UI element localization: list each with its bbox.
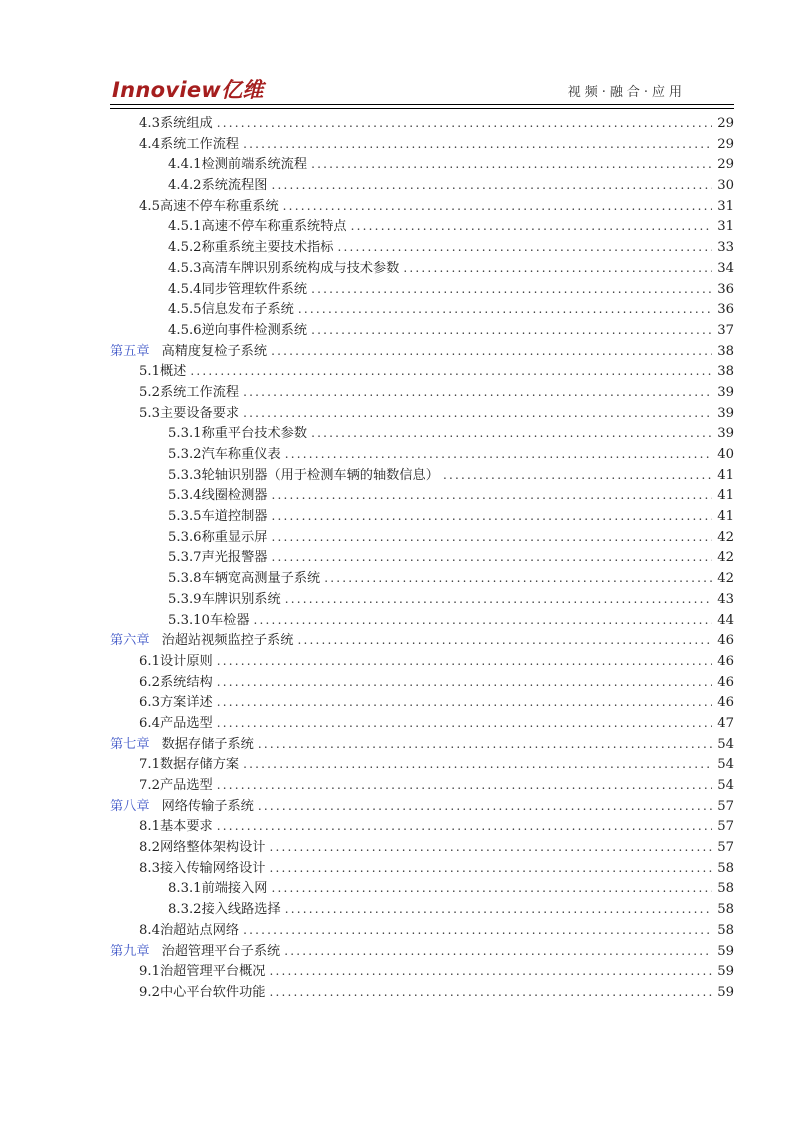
toc-entry-number: 4.3 (139, 116, 160, 131)
toc-entry-number: 8.3.1 (168, 881, 202, 897)
toc-entry[interactable] (110, 836, 734, 857)
toc-dot-leader (285, 592, 712, 606)
toc-entry-number: 6.4 (139, 715, 160, 731)
toc-entry-page: 41 (717, 509, 734, 525)
toc-entry-page: 38 (717, 364, 734, 380)
toc-entry[interactable] (110, 857, 734, 878)
toc-entry-number: 7.2 (139, 778, 160, 793)
toc-entry[interactable] (110, 919, 734, 940)
toc-entry[interactable] (110, 381, 734, 402)
toc-dot-leader (311, 323, 712, 337)
toc-dot-leader (403, 261, 712, 275)
page-header (110, 70, 734, 108)
toc-entry[interactable] (110, 733, 734, 754)
toc-entry-page: 59 (717, 943, 734, 959)
toc-entry[interactable] (110, 257, 734, 278)
toc-entry-page: 59 (717, 984, 734, 1000)
toc-dot-leader (254, 613, 712, 627)
toc-entry-title: 治超管理平台概况 (159, 964, 266, 980)
toc-entry-page: 58 (717, 860, 734, 876)
toc-entry[interactable] (110, 298, 734, 319)
toc-dot-leader (443, 468, 712, 482)
toc-entry[interactable] (110, 629, 734, 650)
toc-entry-number: 9.2 (139, 984, 160, 1000)
toc-entry-number: 8.3.2 (168, 902, 202, 918)
toc-entry-title: 逆向事件检测系统 (201, 322, 308, 338)
toc-entry-page: 58 (717, 881, 734, 897)
toc-entry[interactable] (110, 236, 734, 257)
toc-entry[interactable] (110, 319, 734, 340)
toc-entry-title: 系统工作流程 (159, 384, 240, 400)
toc-dot-leader (311, 282, 712, 296)
toc-entry-page: 46 (717, 633, 734, 649)
toc-entry-title: 车检器 (209, 612, 250, 628)
toc-dot-leader (243, 923, 712, 937)
toc-entry-title: 系统组成 (159, 116, 213, 131)
toc-entry-page: 36 (717, 281, 734, 297)
toc-entry-page: 57 (717, 840, 734, 856)
toc-entry-page: 36 (717, 302, 734, 318)
toc-dot-leader (272, 530, 713, 544)
toc-entry-title: 汽车称重仪表 (201, 447, 281, 462)
toc-dot-leader (311, 157, 712, 171)
header-rule-thick (110, 104, 734, 105)
toc-dot-leader (217, 654, 712, 668)
toc-entry-page: 42 (717, 529, 734, 545)
toc-entry-title: 同步管理软件系统 (201, 281, 308, 297)
toc-dot-leader (258, 737, 712, 751)
toc-entry[interactable] (110, 133, 734, 154)
toc-entry[interactable] (110, 981, 734, 1002)
toc-entry-number: 4.5 (139, 198, 160, 214)
toc-entry-number: 6.3 (139, 695, 160, 711)
toc-entry[interactable] (110, 753, 734, 774)
toc-entry-title: 系统结构 (159, 674, 213, 690)
toc-entry-number: 4.5.3 (168, 260, 202, 276)
toc-entry-number: 8.1 (139, 819, 160, 835)
toc-entry[interactable] (110, 691, 734, 712)
toc-entry-title: 车牌识别系统 (201, 591, 281, 607)
toc-entry-number: 5.3.5 (168, 509, 202, 525)
toc-entry[interactable] (110, 153, 734, 174)
toc-entry-page: 34 (717, 260, 734, 276)
toc-entry-page: 29 (717, 116, 734, 131)
toc-entry-number: 第七章 (110, 736, 150, 752)
toc-entry-number: 4.5.2 (168, 240, 202, 256)
toc-entry[interactable] (110, 960, 734, 981)
toc-entry[interactable] (110, 443, 734, 464)
toc-entry[interactable] (110, 588, 734, 609)
toc-entry-page: 29 (717, 136, 734, 152)
toc-entry-number: 5.1 (139, 364, 160, 380)
toc-entry-page: 58 (717, 902, 734, 918)
toc-entry[interactable] (110, 650, 734, 671)
toc-dot-leader (272, 881, 713, 895)
toc-dot-leader (217, 116, 712, 130)
brand-logo: Innoview亿维 (112, 78, 264, 102)
toc-entry[interactable] (110, 360, 734, 381)
toc-entry[interactable] (110, 174, 734, 195)
toc-dot-leader (298, 302, 712, 316)
toc-entry[interactable] (110, 195, 734, 216)
toc-entry-title: 接入线路选择 (201, 902, 281, 918)
toc-entry-page: 54 (717, 778, 734, 793)
toc-entry-title: 数据存储方案 (159, 757, 240, 773)
toc-entry-page: 46 (717, 674, 734, 690)
toc-entry-page: 40 (717, 447, 734, 462)
toc-dot-leader (217, 819, 712, 833)
toc-entry-title: 系统流程图 (201, 178, 268, 194)
toc-entry-number: 8.2 (139, 840, 160, 856)
toc-entry-title: 线圈检测器 (201, 488, 268, 504)
toc-entry-number: 第五章 (110, 343, 150, 359)
toc-entry[interactable] (110, 774, 734, 795)
toc-entry[interactable] (110, 112, 734, 133)
toc-entry-page: 39 (717, 384, 734, 400)
toc-entry[interactable] (110, 505, 734, 526)
toc-entry-number: 4.5.6 (168, 322, 202, 338)
toc-entry-title: 产品选型 (159, 715, 213, 731)
header-rule-thin (110, 108, 734, 109)
toc-dot-leader (269, 861, 712, 875)
toc-entry-number: 7.1 (139, 757, 160, 773)
toc-entry-title: 接入传输网络设计 (159, 860, 266, 876)
toc-entry-number: 8.3 (139, 860, 160, 876)
toc-entry-page: 47 (717, 715, 734, 731)
toc-entry[interactable] (110, 215, 734, 236)
toc-entry-page: 58 (717, 922, 734, 938)
toc-entry-title: 网络传输子系统 (161, 798, 254, 814)
toc-entry[interactable] (110, 526, 734, 547)
toc-entry-title: 高清车牌识别系统构成与技术参数 (201, 260, 400, 276)
toc-entry[interactable] (110, 464, 734, 485)
toc-entry-page: 42 (717, 571, 734, 587)
toc-entry-title: 高精度复检子系统 (161, 343, 268, 359)
toc-entry-page: 57 (717, 819, 734, 835)
toc-entry-title: 数据存储子系统 (161, 736, 254, 752)
toc-dot-leader (311, 426, 712, 440)
toc-entry[interactable] (110, 567, 734, 588)
toc-dot-leader (284, 944, 712, 958)
toc-entry-title: 轮轴识别器（用于检测车辆的轴数信息） (201, 467, 439, 483)
toc-dot-leader (243, 757, 712, 771)
toc-entry-title: 方案详述 (159, 695, 213, 711)
toc-entry[interactable] (110, 940, 734, 961)
toc-entry-title: 检测前端系统流程 (201, 157, 308, 173)
toc-dot-leader (269, 985, 712, 999)
toc-entry-title: 前端接入网 (201, 881, 268, 897)
toc-dot-leader (297, 633, 712, 647)
toc-entry[interactable] (110, 609, 734, 630)
toc-dot-leader (243, 137, 712, 151)
toc-entry[interactable] (110, 402, 734, 423)
toc-entry-number: 5.2 (139, 384, 160, 400)
toc-dot-leader (190, 364, 712, 378)
toc-dot-leader (217, 695, 712, 709)
toc-entry-page: 44 (717, 612, 734, 628)
toc-entry-title: 治超站视频监控子系统 (161, 633, 294, 649)
header-tagline: 视频·融合·应用 (567, 85, 686, 100)
toc-entry[interactable] (110, 877, 734, 898)
toc-entry-title: 称重平台技术参数 (201, 426, 308, 442)
toc-entry-page: 39 (717, 426, 734, 442)
toc-entry[interactable] (110, 815, 734, 836)
toc-entry[interactable] (110, 278, 734, 299)
toc-entry-page: 33 (717, 240, 734, 256)
toc-entry[interactable] (110, 484, 734, 505)
toc-dot-leader (351, 219, 712, 233)
toc-entry-page: 39 (717, 405, 734, 421)
toc-dot-leader (269, 840, 712, 854)
toc-dot-leader (217, 716, 712, 730)
toc-dot-leader (285, 902, 712, 916)
toc-entry-title: 治超站点网络 (159, 922, 240, 938)
toc-entry-number: 5.3.3 (168, 467, 202, 483)
toc-entry-number: 5.3.4 (168, 488, 202, 504)
toc-entry-number: 6.1 (139, 653, 160, 669)
toc-dot-leader (324, 571, 712, 585)
toc-entry-number: 9.1 (139, 964, 160, 980)
toc-entry[interactable] (110, 898, 734, 919)
toc-entry[interactable] (110, 340, 734, 361)
toc-entry-number: 5.3.7 (168, 550, 202, 566)
toc-entry-page: 31 (717, 198, 734, 214)
toc-entry-page: 38 (717, 343, 734, 359)
toc-dot-leader (285, 447, 712, 461)
toc-entry-page: 29 (717, 157, 734, 173)
toc-dot-leader (217, 675, 712, 689)
toc-entry-title: 主要设备要求 (159, 405, 240, 421)
toc-dot-leader (271, 344, 712, 358)
toc-entry-title: 治超管理平台子系统 (161, 943, 281, 959)
toc-entry-page: 57 (717, 798, 734, 814)
toc-entry-title: 设计原则 (159, 653, 213, 669)
toc-entry-number: 4.4.2 (168, 178, 202, 194)
toc-entry-page: 41 (717, 488, 734, 504)
toc-entry-page: 43 (717, 591, 734, 607)
toc-entry-number: 第八章 (110, 798, 150, 814)
toc-entry-number: 6.2 (139, 674, 160, 690)
toc-entry-number: 5.3.9 (168, 591, 202, 607)
toc-entry-page: 54 (717, 736, 734, 752)
toc-entry-title: 车辆宽高测量子系统 (201, 571, 321, 587)
toc-entry[interactable] (110, 422, 734, 443)
toc-entry-page: 59 (717, 964, 734, 980)
toc-entry-number: 5.3.2 (168, 447, 202, 462)
toc-entry-page: 54 (717, 757, 734, 773)
toc-dot-leader (243, 406, 712, 420)
toc-entry-number: 4.4 (139, 136, 160, 152)
toc-entry-number: 4.5.4 (168, 281, 202, 297)
toc-dot-leader (337, 240, 712, 254)
toc-entry-number: 第九章 (110, 943, 150, 959)
toc-dot-leader (258, 799, 712, 813)
toc-entry[interactable] (110, 546, 734, 567)
toc-entry-page: 37 (717, 322, 734, 338)
toc-entry-page: 41 (717, 467, 734, 483)
toc-entry-page: 46 (717, 695, 734, 711)
toc-entry-number: 5.3 (139, 405, 160, 421)
toc-entry-page: 30 (717, 178, 734, 194)
toc-dot-leader (272, 178, 713, 192)
toc-entry[interactable] (110, 795, 734, 816)
toc-dot-leader (269, 964, 712, 978)
toc-entry-title: 声光报警器 (201, 550, 268, 566)
toc-dot-leader (272, 550, 713, 564)
toc-entry-title: 高速不停车称重系统 (159, 198, 279, 214)
toc-entry-title: 产品选型 (159, 778, 213, 793)
toc-entry-page: 46 (717, 653, 734, 669)
toc-entry-title: 称重显示屏 (201, 529, 268, 545)
toc-entry-page: 31 (717, 219, 734, 235)
toc-dot-leader (272, 509, 713, 523)
toc-entry-title: 概述 (159, 364, 187, 380)
toc-entry-number: 5.3.6 (168, 529, 202, 545)
toc-entry-number: 8.4 (139, 922, 160, 938)
toc-entry-number: 5.3.8 (168, 571, 202, 587)
toc-entry-title: 中心平台软件功能 (159, 984, 266, 1000)
toc-entry[interactable] (110, 712, 734, 733)
toc-entry-title: 车道控制器 (201, 509, 268, 525)
toc-entry-title: 高速不停车称重系统特点 (201, 219, 347, 235)
table-of-contents (110, 112, 734, 1002)
toc-entry-page: 42 (717, 550, 734, 566)
toc-entry-number: 4.4.1 (168, 157, 202, 173)
toc-entry-number: 5.3.1 (168, 426, 202, 442)
toc-dot-leader (283, 199, 712, 213)
toc-dot-leader (217, 778, 712, 792)
toc-entry-title: 系统工作流程 (159, 136, 240, 152)
toc-entry[interactable] (110, 671, 734, 692)
toc-entry-title: 网络整体架构设计 (159, 840, 266, 856)
toc-entry-title: 基本要求 (159, 819, 213, 835)
toc-entry-number: 第六章 (110, 633, 150, 649)
toc-entry-title: 信息发布子系统 (201, 302, 294, 318)
toc-entry-number: 4.5.5 (168, 302, 202, 318)
toc-entry-number: 5.3.10 (168, 612, 210, 628)
toc-dot-leader (243, 385, 712, 399)
toc-entry-number: 4.5.1 (168, 219, 202, 235)
toc-entry-title: 称重系统主要技术指标 (201, 240, 334, 256)
toc-dot-leader (272, 488, 713, 502)
